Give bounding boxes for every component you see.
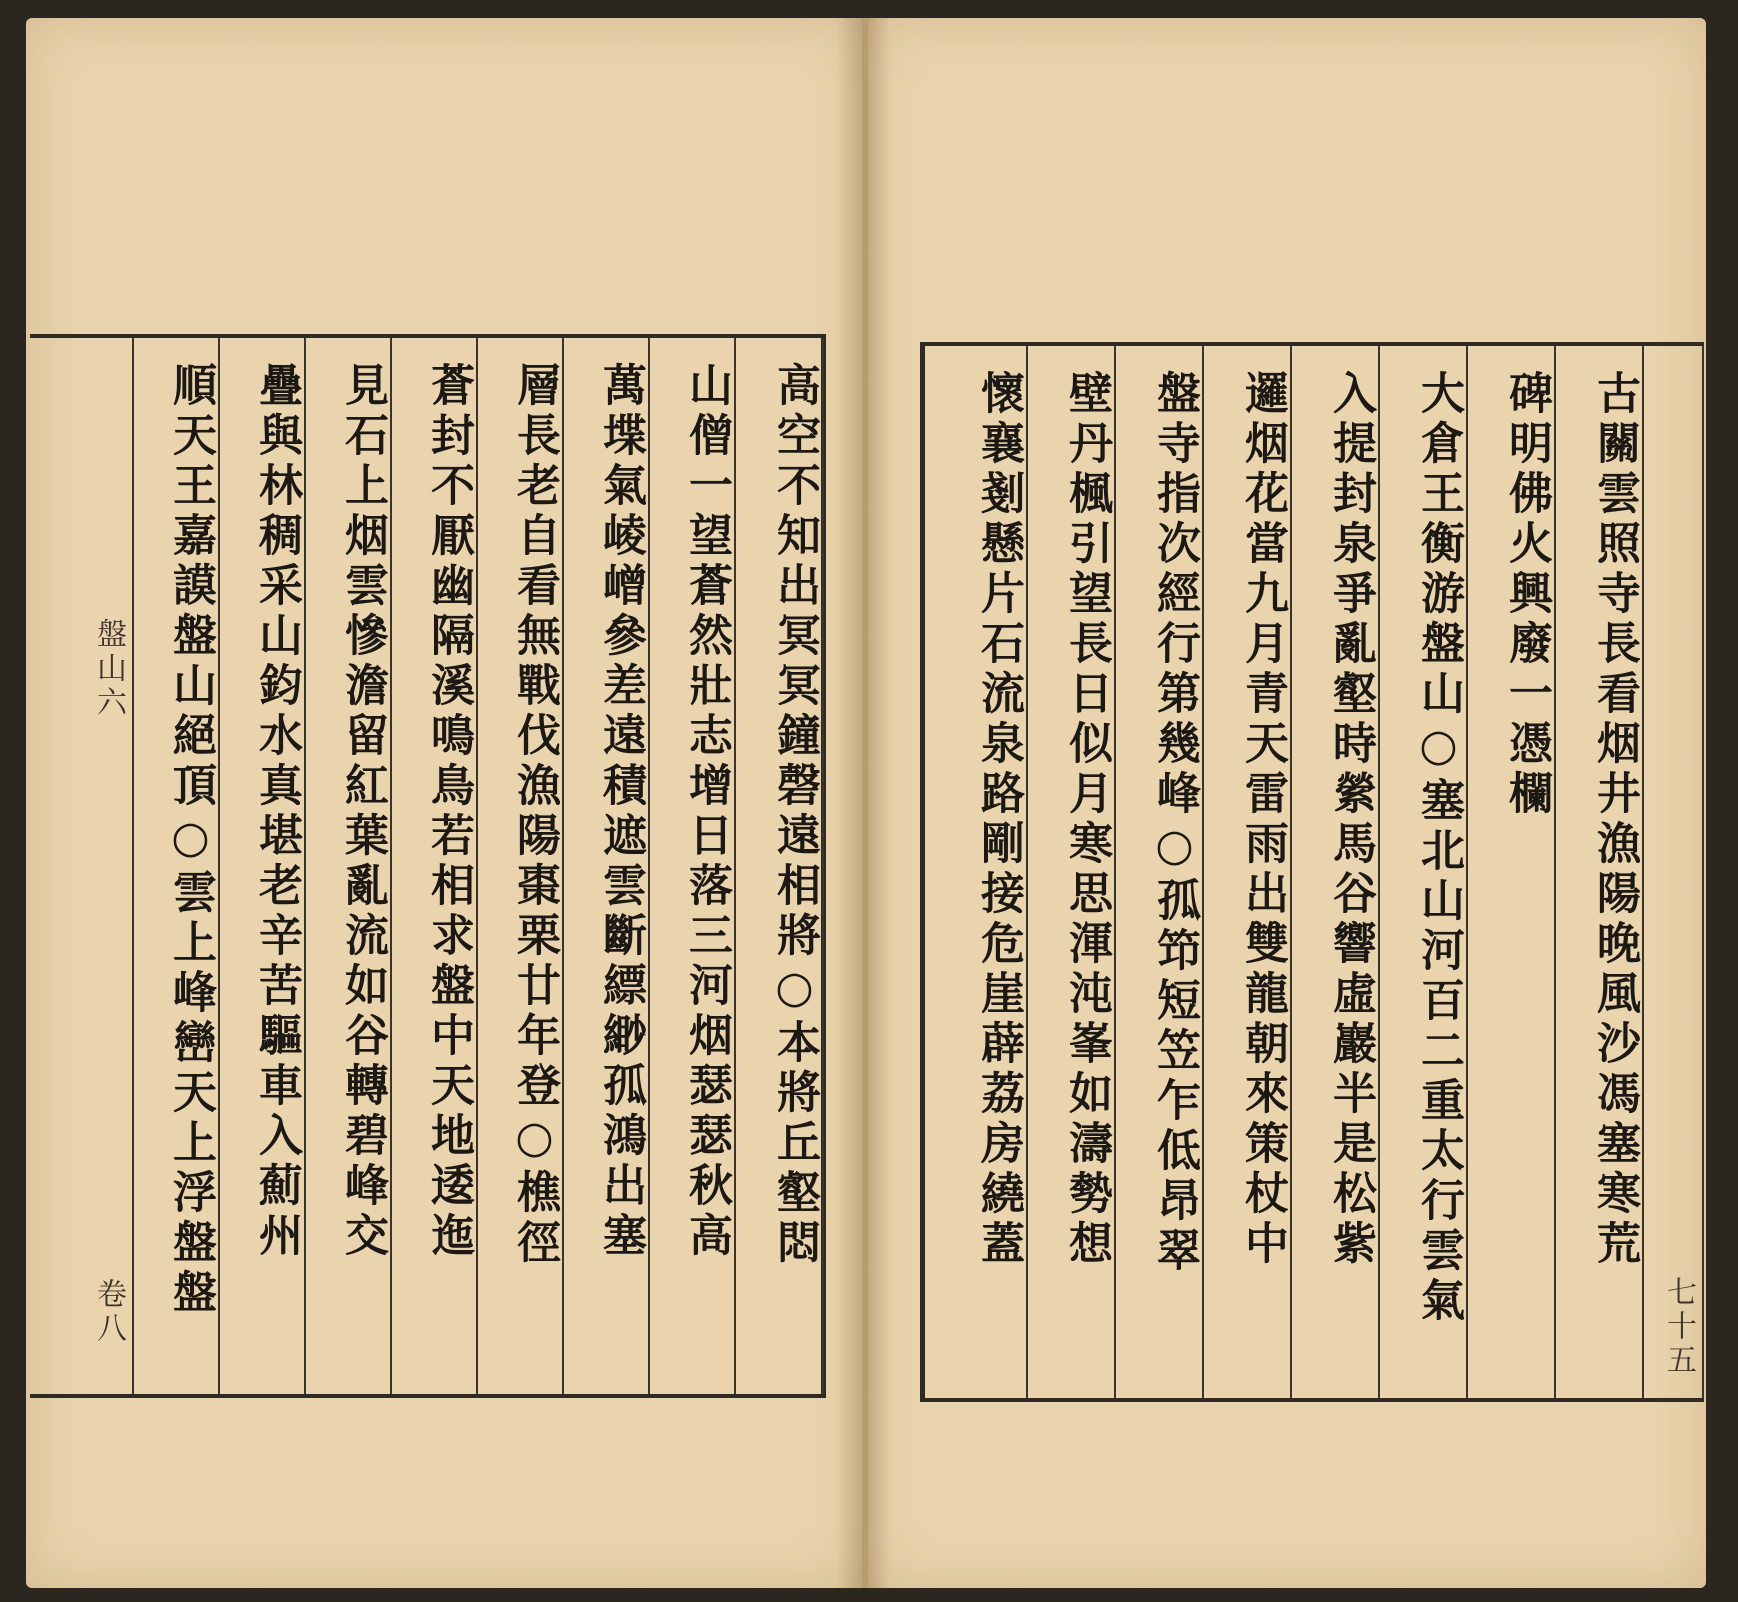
column-text: 層長老自看無戰伐漁陽棗栗廿年登○樵徑: [509, 362, 560, 1269]
left-text-frame: [30, 334, 826, 1398]
margin-label-top: 盤山六: [91, 618, 126, 720]
column-text: 壁丹楓引望長日似月寒思渾沌峯如濤勢想: [1061, 370, 1112, 1270]
text-column: [478, 338, 564, 1394]
text-column: [564, 338, 650, 1394]
text-column: [940, 346, 1028, 1398]
column-text: 高空不知出冥冥鐘磬遠相將○本將丘壑悶: [769, 362, 820, 1269]
right-frame-edge-rule: [920, 346, 925, 1398]
page-number-label: 七十五: [1661, 1276, 1696, 1378]
text-column: [220, 338, 306, 1394]
column-text: 順天王嘉謨盤山絕頂○雲上峰巒天上浮盤盤: [165, 362, 216, 1319]
margin-column: [1644, 346, 1704, 1398]
column-text: 懷襄剗懸片石流泉路剛接危崖薜荔房繞蓋: [973, 370, 1024, 1270]
text-column: [650, 338, 736, 1394]
column-text: 入提封泉爭亂壑時縈馬谷響虛巖半是松紫: [1325, 370, 1376, 1270]
text-column: [1556, 346, 1644, 1398]
column-text: 古關雲照寺長看烟井漁陽晚風沙馮塞寒荒: [1589, 370, 1640, 1270]
column-text: 邏烟花當九月青天雷雨出雙龍朝來策杖中: [1237, 370, 1288, 1270]
right-page: [868, 18, 1706, 1588]
column-text: 萬堞氣崚嶒參差遠積遮雲斷縹緲孤鴻出塞: [595, 362, 646, 1262]
text-column: [1468, 346, 1556, 1398]
text-column: [736, 338, 824, 1394]
text-column: [1204, 346, 1292, 1398]
text-column: [1380, 346, 1468, 1398]
margin-column: [74, 338, 134, 1394]
text-column: [392, 338, 478, 1394]
left-page: [26, 18, 862, 1588]
text-column: [1116, 346, 1204, 1398]
column-text: 碑明佛火興廢一憑欄: [1501, 370, 1552, 820]
column-text: 見石上烟雲慘澹留紅葉亂流如谷轉碧峰交: [337, 362, 388, 1262]
text-column: [134, 338, 220, 1394]
margin-label-bottom: 卷八: [91, 1278, 126, 1346]
column-text: 盤寺指次經行第幾峰○孤笻短笠乍低昂翠: [1149, 370, 1200, 1277]
right-text-frame: [920, 342, 1704, 1402]
column-text: 大倉王衡游盤山○塞北山河百二重太行雲氣: [1413, 370, 1464, 1327]
column-text: 山僧一望蒼然壯志增日落三河烟瑟瑟秋高: [681, 362, 732, 1262]
column-text: 蒼封不厭幽隔溪鳴鳥若相求盤中天地逶迤: [423, 362, 474, 1262]
column-text: 疊與林稠采山鈞水真堪老辛苦驅車入薊州: [251, 362, 302, 1262]
text-column: [1292, 346, 1380, 1398]
text-column: [306, 338, 392, 1394]
text-column: [1028, 346, 1116, 1398]
